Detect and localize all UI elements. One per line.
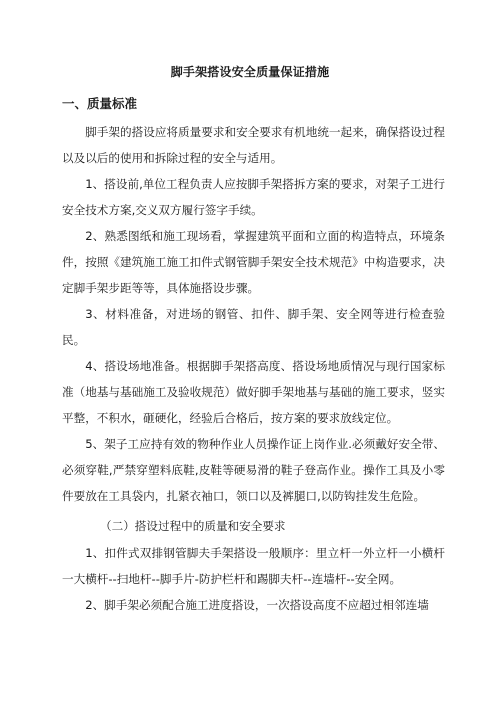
paragraph-process-item-2: 2、脚手架必须配合施工进度搭设，一次搭设高度不应超过相邻连墙 bbox=[85, 598, 429, 612]
section-heading-quality-standard: 一、质量标准 bbox=[62, 96, 138, 111]
paragraph-item-1: 1、搭设前,单位工程负责人应按脚手架搭拆方案的要求，对架子工进行安全技术方案,交义双方履行签字手续。 bbox=[62, 177, 445, 217]
section-heading-process-requirements: （二）搭设过程中的质量和安全要求 bbox=[100, 519, 286, 533]
paragraph-item-4: 4、搭设场地准备。根据脚手架搭高度、搭设场地质情况与现行国家标准（地基与基础施工及验收规范）做好脚手架地基与基础的施工要求，竖实平整，不积水，砸硬化，经验后合格后，按方案的要求放线定位。 bbox=[62, 359, 445, 425]
paragraph-item-5: 5、架子工应持有效的物种作业人员操作证上岗作业.必须戴好安全带、必须穿鞋,严禁穿塑料底鞋,皮鞋等硬易滑的鞋子登高作业。操作工具及小零件要放在工具袋内，扎紧衣袖口，领口以及裤腿口,以防钩挂发生危险。 bbox=[62, 437, 445, 503]
paragraph-item-3: 3、材料准备，对进场的钢管、扣件、脚手架、安全网等进行检查验民。 bbox=[62, 307, 445, 347]
document-title: 脚手架搭设安全质量保证措施 bbox=[170, 65, 330, 79]
paragraph-intro: 脚手架的搭设应将质量要求和安全要求有机地统一起来，确保搭设过程以及以后的使用和拆除过程的安全与适用。 bbox=[62, 125, 445, 165]
paragraph-item-2: 2、熟悉图纸和施工现场看，掌握建筑平面和立面的构造特点，环境条件，按照《建筑施工施工扣件式钢管脚手架安全技术规范》中构造要求，决定脚手架步距等等，具体施搭设步骤。 bbox=[62, 229, 445, 295]
paragraph-process-item-1: 1、扣件式双排钢管脚夫手架搭设一般顺序：里立杆一外立杆一小横杆一大横杆--扫地杆--脚手片-防护栏杆和踢脚夫杆--连墙杆--安全网。 bbox=[62, 546, 445, 586]
